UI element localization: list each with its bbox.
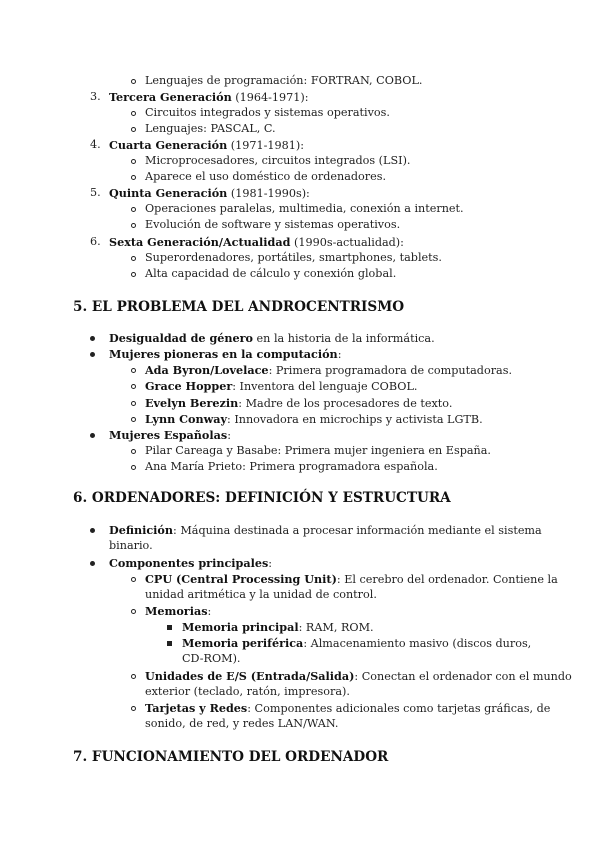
list-item: Cuarta Generación (1971-1981): — [109, 138, 304, 152]
section-heading: 6. ORDENADORES: DEFINICIÓN Y ESTRUCTURA — [73, 490, 451, 506]
section-heading: 5. EL PROBLEMA DEL ANDROCENTRISMO — [73, 299, 405, 315]
circle-bullet-icon — [131, 111, 136, 116]
list-item: Sexta Generación/Actualidad (1990s-actualidad): — [109, 235, 404, 249]
circle-bullet-icon — [131, 175, 136, 180]
bullet-icon — [90, 352, 95, 357]
circle-bullet-icon — [131, 159, 136, 164]
list-item: CPU (Central Processing Unit): El cerebro del ordenador. Contiene la — [145, 572, 558, 586]
circle-bullet-icon — [131, 417, 136, 422]
circle-bullet-icon — [131, 674, 136, 679]
list-item-continuation: CD-ROM). — [182, 652, 241, 665]
list-item: Evelyn Berezin: Madre de los procesadores de texto. — [145, 396, 453, 410]
list-item: Desigualdad de género en la historia de la informática. — [109, 331, 435, 345]
list-item: Lynn Conway: Innovadora en microchips y activista LGTB. — [145, 412, 483, 426]
circle-bullet-icon — [131, 127, 136, 132]
list-item: Lenguajes de programación: FORTRAN, COBOL. — [145, 74, 423, 87]
list-item: Lenguajes: PASCAL, C. — [145, 122, 276, 135]
bullet-icon — [90, 336, 95, 341]
list-item: Ada Byron/Lovelace: Primera programadora de computadoras. — [145, 363, 513, 377]
list-item: Tarjetas y Redes: Componentes adicionales como tarjetas gráficas, de — [145, 701, 551, 715]
circle-bullet-icon — [131, 577, 136, 582]
list-item: Tercera Generación (1964-1971): — [109, 90, 309, 104]
list-item: Grace Hopper: Inventora del lenguaje COBOL. — [145, 379, 418, 393]
list-item: Componentes principales: — [109, 556, 273, 570]
list-number: 4. — [90, 138, 101, 151]
list-item: Quinta Generación (1981-1990s): — [109, 186, 310, 200]
list-item: Mujeres pioneras en la computación: — [109, 347, 342, 361]
list-item: Alta capacidad de cálculo y conexión global. — [145, 267, 397, 280]
circle-bullet-icon — [131, 449, 136, 454]
list-item: Unidades de E/S (Entrada/Salida): Conectan el ordenador con el mundo — [145, 669, 572, 683]
list-item-continuation: exterior (teclado, ratón, impresora). — [145, 685, 350, 698]
list-item: Superordenadores, portátiles, smartphones, tablets. — [145, 251, 442, 264]
circle-bullet-icon — [131, 207, 136, 212]
list-item: Evolución de software y sistemas operativos. — [145, 218, 401, 231]
list-item: Circuitos integrados y sistemas operativos. — [145, 106, 390, 119]
list-item-continuation: sonido, de red, y redes LAN/WAN. — [145, 717, 339, 730]
section-heading: 7. FUNCIONAMIENTO DEL ORDENADOR — [73, 749, 389, 765]
circle-bullet-icon — [131, 79, 136, 84]
list-number: 5. — [90, 186, 101, 199]
list-item-continuation: binario. — [109, 539, 153, 552]
circle-bullet-icon — [131, 368, 136, 373]
circle-bullet-icon — [131, 401, 136, 406]
list-item: Memoria periférica: Almacenamiento masivo (discos duros, — [182, 636, 532, 650]
bullet-icon — [90, 561, 95, 566]
list-item: Operaciones paralelas, multimedia, conexión a internet. — [145, 202, 464, 215]
list-item: Definición: Máquina destinada a procesar información mediante el sistema — [109, 523, 542, 537]
circle-bullet-icon — [131, 384, 136, 389]
list-number: 6. — [90, 235, 101, 248]
list-item: Ana María Prieto: Primera programadora española. — [145, 460, 438, 473]
square-bullet-icon — [167, 641, 172, 646]
circle-bullet-icon — [131, 256, 136, 261]
list-number: 3. — [90, 90, 101, 103]
list-item: Microprocesadores, circuitos integrados (LSI). — [145, 154, 411, 167]
circle-bullet-icon — [131, 609, 136, 614]
bullet-icon — [90, 528, 95, 533]
list-item-continuation: unidad aritmética y la unidad de control. — [145, 588, 377, 601]
list-item: Memoria principal: RAM, ROM. — [182, 620, 374, 634]
list-item: Pilar Careaga y Basabe: Primera mujer ingeniera en España. — [145, 444, 491, 457]
square-bullet-icon — [167, 625, 172, 630]
circle-bullet-icon — [131, 465, 136, 470]
circle-bullet-icon — [131, 223, 136, 228]
list-item: Aparece el uso doméstico de ordenadores. — [145, 170, 387, 183]
circle-bullet-icon — [131, 706, 136, 711]
bullet-icon — [90, 433, 95, 438]
list-item: Memorias: — [145, 604, 212, 618]
circle-bullet-icon — [131, 272, 136, 277]
list-item: Mujeres Españolas: — [109, 428, 231, 442]
